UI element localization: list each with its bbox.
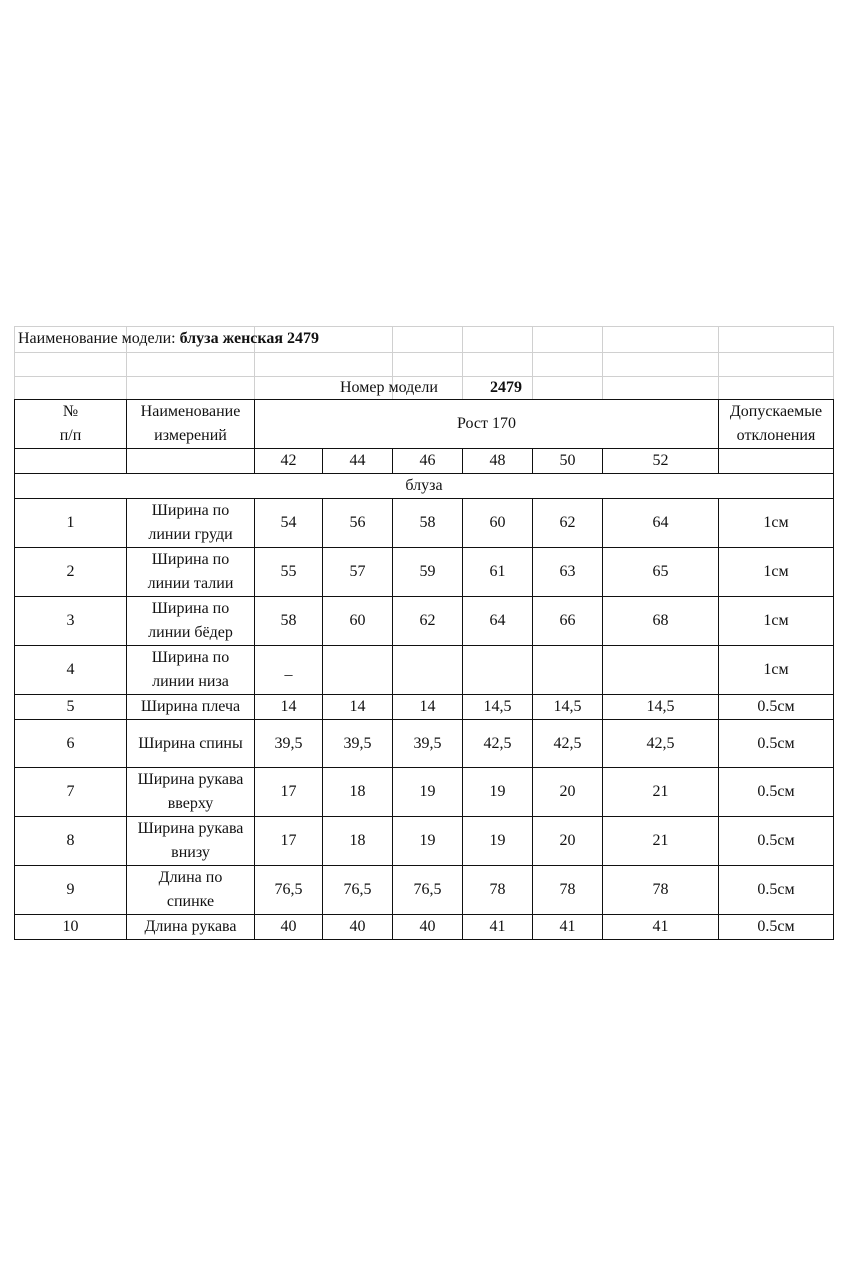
value-cell [255,499,323,548]
value-cell [463,768,533,817]
header-name-line1: Наименование [140,403,241,420]
row-number-cell [15,720,127,768]
value-cell [255,866,323,915]
row-value: 41 [652,918,669,935]
row-tolerance: 1см [763,661,789,678]
row-name-line2: линии бёдер [148,624,233,641]
table-row [15,695,834,720]
row-value: 19 [489,832,506,849]
header-height: Рост 170 [457,415,516,432]
row-value: 54 [280,514,297,531]
row-value: 17 [280,832,297,849]
row-value: 21 [652,783,669,800]
header-tol-cell [719,400,834,449]
row-name-line1: Ширина плеча [140,698,241,715]
value-cell [463,646,533,695]
row-value: 20 [559,783,576,800]
row-value: 58 [419,514,436,531]
row-tolerance: 0.5см [757,881,795,898]
gridline [14,352,834,353]
row-name-line1: Ширина рукава [137,771,244,788]
row-value: 17 [280,783,297,800]
row-value: 62 [559,514,576,531]
row-name-line1: Ширина по [151,649,230,666]
section-cell [15,474,834,499]
value-cell [323,597,393,646]
size-label: 50 [559,452,576,469]
value-cell [603,915,719,940]
row-value: 56 [349,514,366,531]
row-name-cell [127,720,255,768]
value-cell [393,768,463,817]
value-cell [255,695,323,720]
row-value: 40 [349,918,366,935]
header-height-cell [255,400,719,449]
measurements-table [14,399,834,940]
row-name-line1: Ширина рукава [137,820,244,837]
tolerance-cell [719,768,834,817]
value-cell [533,646,603,695]
table-row [15,597,834,646]
table-row [15,915,834,940]
row-value: 14,5 [646,698,675,715]
row-number-cell [15,817,127,866]
value-cell [603,548,719,597]
table-row [15,646,834,695]
tolerance-cell [719,646,834,695]
row-number-cell [15,646,127,695]
row-tolerance: 0.5см [757,832,795,849]
value-cell [255,915,323,940]
row-value: 78 [489,881,506,898]
row-value: 14 [280,698,297,715]
value-cell [323,866,393,915]
size-cell [255,449,323,474]
value-cell [463,597,533,646]
row-value: 14 [419,698,436,715]
model-number-label: Номер модели [340,379,438,396]
row-number-cell [15,768,127,817]
row-tolerance: 1см [763,514,789,531]
value-cell [533,499,603,548]
row-value: 57 [349,563,366,580]
row-value: 14,5 [553,698,582,715]
value-cell [463,499,533,548]
row-value: 61 [489,563,506,580]
value-cell [255,817,323,866]
row-name-cell [127,548,255,597]
tolerance-cell [719,866,834,915]
value-cell [533,720,603,768]
row-number-cell [15,915,127,940]
row-value: 18 [349,832,366,849]
table-row [15,866,834,915]
row-number: 1 [66,514,75,531]
value-cell [603,695,719,720]
row-number: 10 [62,918,79,935]
row-value: _ [284,661,293,678]
row-value: 42,5 [646,734,675,752]
row-value: 19 [489,783,506,800]
row-value: 19 [419,783,436,800]
value-cell [603,499,719,548]
value-cell [463,548,533,597]
row-value: 58 [280,612,297,629]
row-name-cell [127,597,255,646]
row-name-line1: Длина рукава [144,918,237,935]
row-number: 7 [66,783,75,800]
row-value: 41 [559,918,576,935]
size-label: 48 [489,452,506,469]
row-value: 60 [489,514,506,531]
row-name-line1: Ширина по [151,502,230,519]
row-number: 4 [66,661,75,678]
row-number: 8 [66,832,75,849]
value-cell [533,695,603,720]
row-tolerance: 1см [763,612,789,629]
tolerance-cell [719,548,834,597]
row-value: 39,5 [274,734,303,752]
value-cell [323,695,393,720]
row-value: 40 [280,918,297,935]
row-tolerance: 0.5см [757,783,795,800]
value-cell [323,915,393,940]
row-value: 42,5 [553,734,582,752]
value-cell [323,646,393,695]
value-cell [463,817,533,866]
value-cell [323,548,393,597]
value-cell [323,768,393,817]
row-tolerance: 0.5см [757,734,795,752]
value-cell [603,597,719,646]
row-number-cell [15,499,127,548]
value-cell [463,866,533,915]
row-name-line1: Ширина по [151,600,230,617]
row-name-cell [127,695,255,720]
value-cell [393,866,463,915]
value-cell [393,695,463,720]
header-num-line2: п/п [59,427,82,444]
row-name-line2: вверху [167,795,214,812]
row-number: 5 [66,698,75,715]
tolerance-cell [719,695,834,720]
row-number-cell [15,597,127,646]
row-value: 76,5 [343,881,372,898]
size-label: 42 [280,452,297,469]
header-tol-line1: Допускаемые [729,403,823,420]
gridline [462,326,463,399]
gridline [602,326,603,399]
header-num-cell [15,400,127,449]
row-name-line2: спинке [166,893,215,910]
model-number-value: 2479 [490,379,522,396]
row-name-cell [127,499,255,548]
row-value: 66 [559,612,576,629]
row-name-cell [127,915,255,940]
row-value: 41 [489,918,506,935]
section-row [15,474,834,499]
size-cell [463,449,533,474]
tolerance-cell [719,499,834,548]
size-cell [323,449,393,474]
row-name-cell [127,866,255,915]
row-name-cell [127,817,255,866]
row-tolerance: 0.5см [757,698,795,715]
table-row [15,548,834,597]
value-cell [463,915,533,940]
tolerance-cell [719,720,834,768]
value-cell [533,817,603,866]
value-cell [255,720,323,768]
value-cell [393,720,463,768]
value-cell [533,915,603,940]
empty-cell [719,449,834,474]
row-number: 6 [66,734,75,752]
gridline [14,326,834,327]
row-value: 21 [652,832,669,849]
value-cell [603,720,719,768]
header-row [15,400,834,449]
value-cell [603,768,719,817]
value-cell [393,548,463,597]
size-cell [393,449,463,474]
row-value: 60 [349,612,366,629]
model-title [18,330,319,348]
size-label: 46 [419,452,436,469]
gridline [14,376,834,377]
value-cell [603,817,719,866]
value-cell [255,646,323,695]
value-cell [603,646,719,695]
header-name-cell [127,400,255,449]
row-value: 78 [559,881,576,898]
row-value: 76,5 [413,881,442,898]
row-value: 18 [349,783,366,800]
row-name-line1: Длина по [158,869,223,886]
row-number: 9 [66,881,75,898]
value-cell [323,817,393,866]
value-cell [393,499,463,548]
row-name-line1: Ширина спины [138,734,243,752]
header-tol-line2: отклонения [736,427,816,444]
value-cell [533,548,603,597]
table-row [15,817,834,866]
size-label: 52 [652,452,669,469]
value-cell [255,597,323,646]
model-title-name: блуза женская 2479 [179,330,320,347]
row-name-line2: внизу [171,844,210,861]
row-number: 3 [66,612,75,629]
row-name-line2: линии низа [152,673,229,690]
value-cell [393,915,463,940]
header-num-line1: № [62,403,79,420]
value-cell [603,866,719,915]
value-cell [533,768,603,817]
empty-cell [15,449,127,474]
spreadsheet [14,326,834,934]
row-value: 20 [559,832,576,849]
table-row [15,720,834,768]
value-cell [463,720,533,768]
tolerance-cell [719,817,834,866]
value-cell [255,548,323,597]
row-value: 39,5 [413,734,442,752]
row-value: 14,5 [483,698,512,715]
value-cell [393,817,463,866]
size-cell [603,449,719,474]
row-value: 64 [489,612,506,629]
row-tolerance: 1см [763,563,789,580]
row-value: 39,5 [343,734,372,752]
table-row [15,768,834,817]
row-value: 42,5 [483,734,512,752]
row-value: 76,5 [274,881,303,898]
section-label: блуза [405,477,443,494]
empty-cell [127,449,255,474]
value-cell [393,646,463,695]
value-cell [323,499,393,548]
table-row [15,499,834,548]
value-cell [323,720,393,768]
value-cell [533,597,603,646]
row-number-cell [15,695,127,720]
row-value: 14 [349,698,366,715]
row-number-cell [15,866,127,915]
row-value: 59 [419,563,436,580]
row-number-cell [15,548,127,597]
size-label: 44 [349,452,366,469]
row-value: 64 [652,514,669,531]
row-number: 2 [66,563,75,580]
row-value: 19 [419,832,436,849]
model-title-prefix: Наименование модели: [18,330,176,347]
value-cell [533,866,603,915]
value-cell [255,768,323,817]
row-value: 78 [652,881,669,898]
tolerance-cell [719,597,834,646]
row-name-cell [127,768,255,817]
row-value: 55 [280,563,297,580]
row-tolerance: 0.5см [757,918,795,935]
row-value: 63 [559,563,576,580]
tolerance-cell [719,915,834,940]
value-cell [393,597,463,646]
row-name-cell [127,646,255,695]
row-name-line1: Ширина по [151,551,230,568]
row-name-line2: линии талии [147,575,234,592]
gridline [718,326,719,399]
size-cell [533,449,603,474]
row-value: 65 [652,563,669,580]
header-name-line2: измерений [154,427,227,444]
row-value: 68 [652,612,669,629]
row-name-line2: линии груди [148,526,233,543]
row-value: 40 [419,918,436,935]
gridline [532,326,533,399]
row-value: 62 [419,612,436,629]
sizes-row [15,449,834,474]
value-cell [463,695,533,720]
